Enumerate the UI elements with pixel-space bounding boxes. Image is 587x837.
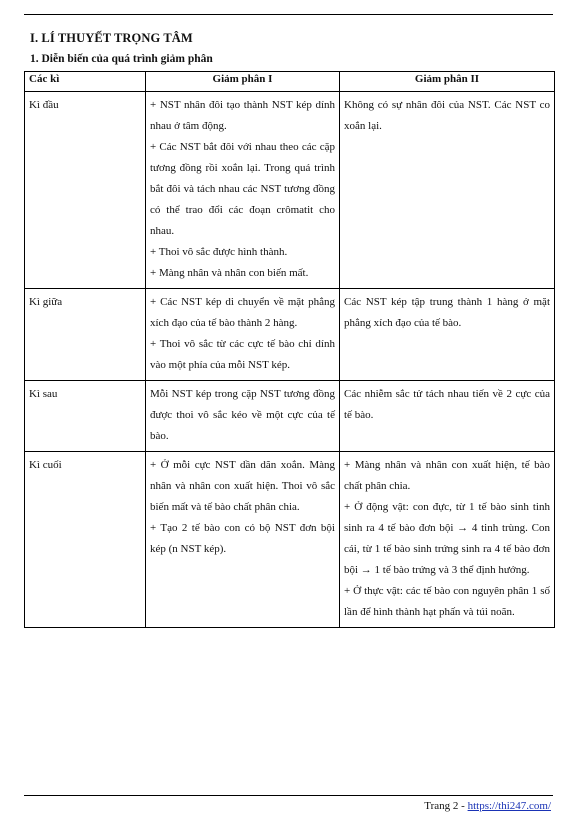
page-number: Trang 2 - [424, 800, 468, 812]
website-link[interactable]: https://thi247.com/ [467, 800, 551, 812]
list-item: + Thoi vô sắc được hình thành. [150, 246, 288, 258]
table-header-row [25, 72, 555, 92]
list-item: + Ở động vật: con đực, từ 1 tế bào sinh tinh sinh ra 4 tế bào đơn bội → 4 tinh trùng. Con cái, từ 1 tế bào sinh trứng sinh ra 4 tế bào đơn bội → 1 tế bào trứng và 3 thể định hướng. [344, 501, 550, 576]
list-item: + NST nhân đôi tạo thành NST kép dính nhau ở tâm động. [150, 99, 335, 132]
meiosis-1-cell [146, 381, 340, 452]
header-rule [24, 14, 553, 15]
list-item: Các NST kép tập trung thành 1 hàng ở mặt phẳng xích đạo của tế bào. [344, 296, 550, 329]
table-row-anaphase [25, 381, 555, 452]
meiosis-2-cell [340, 92, 555, 289]
list-item: Mỗi NST kép trong cặp NST tương đồng được thoi vô sắc kéo về một cực của tế bào. [150, 388, 335, 442]
list-item: Các nhiễm sắc tử tách nhau tiến về 2 cực của tế bào. [344, 388, 550, 421]
list-item: + Ở mỗi cực NST dần dãn xoắn. Màng nhân và nhân con xuất hiện. Thoi vô sắc biến mất và tế bào chất phân chia. [150, 459, 335, 513]
column-header-stage: Các kì [25, 72, 146, 92]
meiosis-table [24, 71, 555, 628]
meiosis-2-cell [340, 289, 555, 381]
list-item: + Thoi vô sắc từ các cực tế bào chỉ dính vào một phía của mỗi NST kép. [150, 338, 335, 371]
stage-cell: Kì đầu [25, 92, 146, 289]
column-header-meiosis-1: Giảm phân I [146, 72, 340, 92]
list-item: + Các NST kép di chuyển về mặt phẳng xích đạo của tế bào thành 2 hàng. [150, 296, 335, 329]
stage-cell: Kì giữa [25, 289, 146, 381]
meiosis-1-cell [146, 92, 340, 289]
subsection-title: 1. Diễn biến của quá trình giảm phân [30, 53, 213, 65]
table-row-prophase [25, 92, 555, 289]
list-item: + Ở thực vật: các tế bào con nguyên phân 1 số lần để hình thành hạt phấn và túi noãn. [344, 585, 550, 618]
stage-cell: Kì sau [25, 381, 146, 452]
stage-cell: Kì cuối [25, 452, 146, 628]
list-item: + Màng nhân và nhân con xuất hiện, tế bào chất phân chia. [344, 459, 550, 492]
meiosis-1-cell [146, 289, 340, 381]
list-item: Không có sự nhân đôi của NST. Các NST co xoắn lại. [344, 99, 550, 132]
column-header-meiosis-2: Giảm phân II [340, 72, 555, 92]
list-item: + Màng nhân và nhân con biến mất. [150, 267, 309, 279]
meiosis-2-cell [340, 381, 555, 452]
footer-rule [24, 795, 553, 796]
table-row-metaphase [25, 289, 555, 381]
meiosis-1-cell [146, 452, 340, 628]
page-footer [424, 800, 551, 812]
list-item: + Các NST bắt đôi với nhau theo các cặp tương đồng rồi xoắn lại. Trong quá trình bắt đôi và tách nhau các NST tương đồng có thể trao đổi các đoạn crômatit cho nhau. [150, 141, 335, 237]
list-item: + Tạo 2 tế bào con có bộ NST đơn bội kép (n NST kép). [150, 522, 335, 555]
meiosis-2-cell [340, 452, 555, 628]
table-row-telophase [25, 452, 555, 628]
section-title: I. LÍ THUYẾT TRỌNG TÂM [30, 31, 193, 45]
